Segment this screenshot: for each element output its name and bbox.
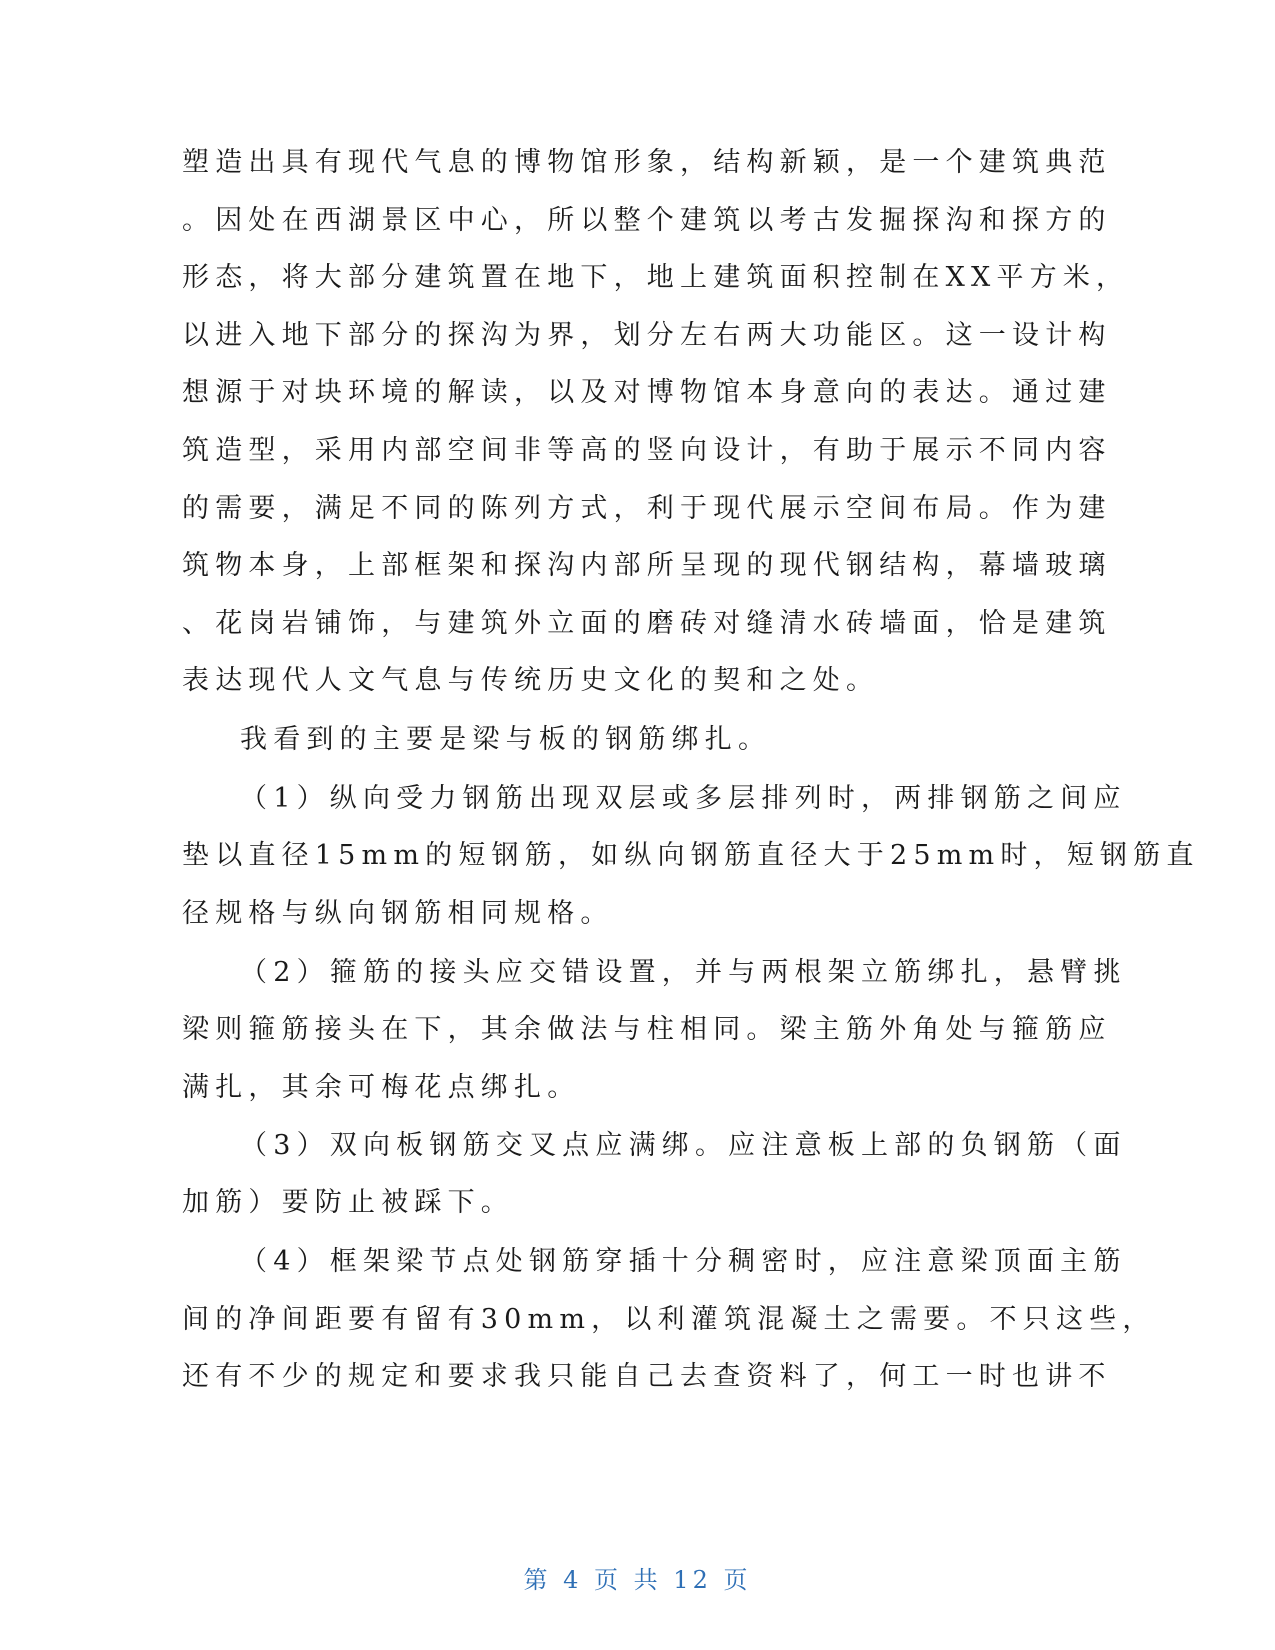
text-line: 。因处在西湖景区中心，所以整个建筑以考古发掘探沟和探方的: [182, 205, 1112, 236]
text-line: 表达现代人文气息与传统历史文化的契和之处。: [182, 665, 880, 696]
text-line: 间的净间距要有留有30mm，以利灌筑混凝土之需要。不只这些，: [182, 1304, 1156, 1335]
text-line: 的需要，满足不同的陈列方式，利于现代展示空间布局。作为建: [182, 493, 1112, 524]
text-line: 形态，将大部分建筑置在地下，地上建筑面积控制在XX平方米，: [182, 262, 1130, 293]
list-item-4-line: （4）框架梁节点处钢筋穿插十分稠密时，应注意梁顶面主筋: [240, 1246, 1127, 1277]
text-line: 加筋）要防止被踩下。: [182, 1187, 514, 1218]
list-item-3-line: （3）双向板钢筋交叉点应满绑。应注意板上部的负钢筋（面: [240, 1130, 1127, 1161]
list-item-2-line: （2）箍筋的接头应交错设置，并与两根架立筋绑扎，悬臂挑: [240, 957, 1127, 988]
text-line: 筑物本身，上部框架和探沟内部所呈现的现代钢结构，幕墙玻璃: [182, 550, 1112, 581]
text-line: 径规格与纵向钢筋相同规格。: [182, 898, 614, 929]
text-line: 梁则箍筋接头在下，其余做法与柱相同。梁主筋外角处与箍筋应: [182, 1014, 1112, 1045]
text-line: 以进入地下部分的探沟为界，划分左右两大功能区。这一设计构: [182, 320, 1112, 351]
text-line: 筑造型，采用内部空间非等高的竖向设计，有助于展示不同内容: [182, 435, 1112, 466]
paragraph-intro: 我看到的主要是梁与板的钢筋绑扎。: [240, 724, 772, 755]
text-line: 塑造出具有现代气息的博物馆形象，结构新颖，是一个建筑典范: [182, 147, 1112, 178]
text-line: 满扎，其余可梅花点绑扎。: [182, 1072, 581, 1103]
text-line: 还有不少的规定和要求我只能自己去查资料了，何工一时也讲不: [182, 1361, 1112, 1392]
list-item-1-line: （1）纵向受力钢筋出现双层或多层排列时，两排钢筋之间应: [240, 783, 1127, 814]
text-line: 想源于对块环境的解读，以及对博物馆本身意向的表达。通过建: [182, 377, 1112, 408]
text-line: 垫以直径15mm的短钢筋，如纵向钢筋直径大于25mm时，短钢筋直: [182, 840, 1200, 871]
page-number-footer: 第 4 页 共 12 页: [523, 1566, 752, 1594]
text-line: 、花岗岩铺饰，与建筑外立面的磨砖对缝清水砖墙面，恰是建筑: [182, 608, 1112, 639]
